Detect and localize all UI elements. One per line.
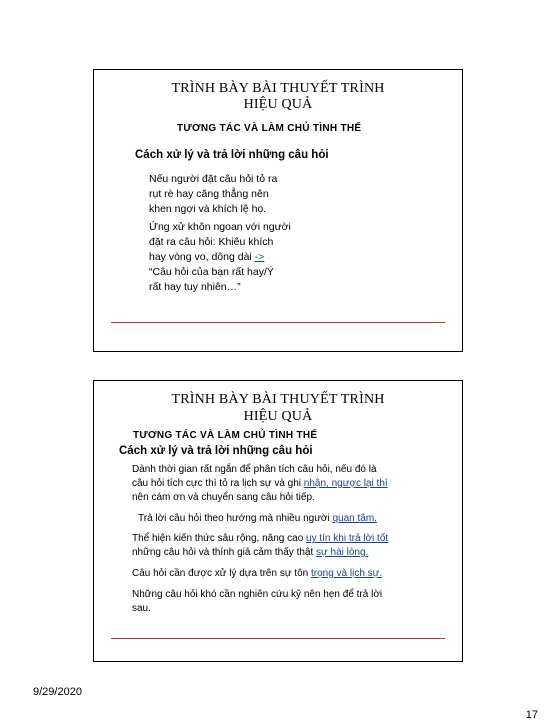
- footer-date: 9/29/2020: [33, 686, 82, 698]
- slide-2-p1-line: Dành thời gian rất ngắn để phân tích câu hỏi, nếu đó là: [132, 464, 377, 475]
- slide-2-paragraph-3: [132, 532, 388, 560]
- slide-2-p4-link[interactable]: trọng và lịch sự.: [310, 568, 383, 579]
- slide-2-title-line-1: TRÌNH BÀY BÀI THUYẾT TRÌNH: [171, 392, 385, 407]
- slide-1-p2-line: “Câu hỏi của bạn rất hay/Ý: [149, 266, 274, 278]
- slide-2-p4-text: Câu hỏi cần được xử lý dựa trên sự tôn: [132, 568, 311, 579]
- slide-1-paragraph-2: [149, 220, 291, 295]
- slide-2-p3-link[interactable]: uy tín khi trả lời tốt: [306, 533, 389, 544]
- slide-2-subtitle: TƯƠNG TÁC VÀ LÀM CHỦ TÌNH THẾ: [133, 430, 318, 441]
- slide-2: [93, 380, 463, 662]
- slide-2-p5-line: sau.: [132, 603, 151, 614]
- slide-1-p2-line: [149, 250, 291, 265]
- slide-2-heading: Cách xử lý và trả lời những câu hỏi: [119, 445, 313, 457]
- slide-2-paragraph-5: [132, 588, 382, 616]
- slide-1-subtitle: TƯƠNG TÁC VÀ LÀM CHỦ TÌNH THẾ: [177, 123, 362, 134]
- slide-1-p2-text: hay vòng vo, dông dài: [149, 251, 252, 263]
- divider-line: [111, 322, 445, 323]
- slide-2-title-line-2: HIỆU QUẢ: [243, 409, 313, 424]
- slide-1-p1-line: khen ngợi và khích lệ họ.: [149, 203, 267, 215]
- slide-2-p5-line: Những câu hỏi khó cần nghiên cứu kỹ nên hẹn để trả lời: [132, 589, 383, 600]
- arrow-link[interactable]: ->: [254, 251, 265, 263]
- slide-1-heading: Cách xử lý và trả lời những câu hỏi: [135, 149, 329, 161]
- slide-1-p2-line: rất hay tuy nhiên…”: [149, 281, 241, 293]
- slide-1-p2-line: đặt ra câu hỏi: Khiêu khích: [149, 236, 274, 248]
- slide-2-p3-text: Thể hiện kiến thức sâu rộng, nâng cao: [132, 533, 307, 544]
- slide-1-title-line-1: TRÌNH BÀY BÀI THUYẾT TRÌNH: [171, 81, 385, 96]
- slide-2-p2-text: Trả lời câu hỏi theo hướng mà nhiều người: [138, 513, 333, 524]
- slide-2-p3-line: [132, 546, 388, 560]
- slide-1-p1-line: Nếu người đặt câu hỏi tỏ ra: [149, 173, 278, 185]
- slide-1-p1-line: rụt rè hay căng thẳng nên: [149, 188, 269, 200]
- slide-1-p2-line: Ứng xử khôn ngoan với người: [149, 221, 291, 233]
- slide-1: [93, 69, 463, 352]
- page-number: 17: [525, 709, 538, 721]
- slide-2-p3-text: những câu hỏi và thính giả cảm thấy thật: [132, 547, 317, 558]
- divider-line: [111, 638, 445, 639]
- slide-2-paragraph-2: [138, 512, 377, 526]
- slide-2-p1-line: [132, 477, 388, 491]
- slide-2-paragraph-1: [132, 463, 388, 505]
- slide-2-p3-link[interactable]: sự hài lòng.: [316, 547, 369, 558]
- slide-2-paragraph-4: [132, 567, 382, 581]
- slide-1-title-line-2: HIỆU QUẢ: [243, 97, 313, 112]
- slide-2-p2-link[interactable]: quan tâm.: [332, 513, 377, 524]
- slide-2-p3-line: [132, 532, 388, 546]
- slide-2-p1-line: nên cám ơn và chuyển sang câu hỏi tiếp.: [132, 492, 315, 503]
- slide-2-p1-link[interactable]: nhận, ngược lại thì: [303, 478, 388, 489]
- slide-1-paragraph-1: [149, 172, 277, 217]
- slide-2-p1-text: câu hỏi tích cực thì tỏ ra lịch sự và ghi: [132, 478, 304, 489]
